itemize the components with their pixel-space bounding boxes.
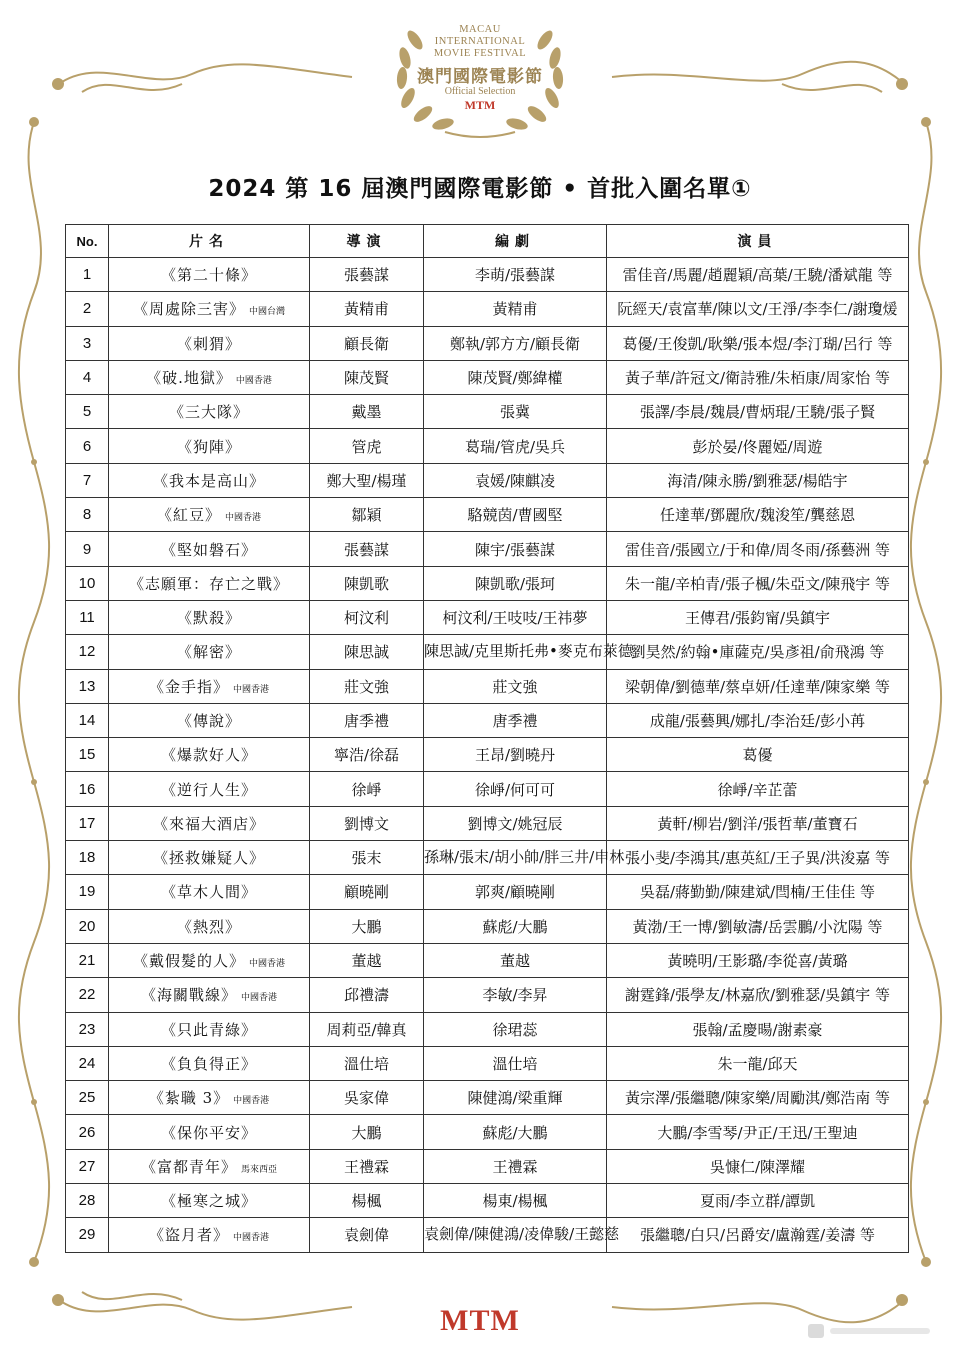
cell-cast: 葛優/王俊凱/耿樂/張本煜/李汀瑚/呂行 等: [607, 326, 909, 360]
cell-director: 吳家偉: [310, 1081, 424, 1115]
logo-line-official-selection: Official Selection: [444, 86, 516, 97]
table-row: [66, 1046, 909, 1080]
cell-title: [109, 841, 310, 875]
cell-no: 7: [66, 463, 109, 497]
cell-cast: 黃宗澤/張繼聰/陳家樂/周勵淇/鄭浩南 等: [607, 1081, 909, 1115]
cell-title: [109, 943, 310, 977]
cell-no: 13: [66, 669, 109, 703]
film-region: 中國香港: [233, 684, 270, 695]
cell-director: 唐季禮: [310, 703, 424, 737]
cell-writer: 徐崢/何可可: [424, 772, 607, 806]
cell-director: 邱禮濤: [310, 978, 424, 1012]
table-row: [66, 806, 909, 840]
film-title: 《只此青綠》: [160, 1020, 257, 1039]
film-title: 《來福大酒店》: [152, 814, 265, 833]
selection-table: [65, 224, 909, 1253]
cell-director: 王禮霖: [310, 1149, 424, 1183]
table-row: [66, 909, 909, 943]
cell-writer: 陳健鴻/梁重輝: [424, 1081, 607, 1115]
table-row: [66, 943, 909, 977]
cell-director: 陳凱歌: [310, 566, 424, 600]
film-title: 《保你平安》: [160, 1123, 257, 1142]
cell-director: 莊文強: [310, 669, 424, 703]
cell-writer: 柯汶利/王吱吱/王祎夢: [424, 600, 607, 634]
cell-title: [109, 806, 310, 840]
cell-writer: 駱競茵/曹國堅: [424, 498, 607, 532]
cell-cast: 雷佳音/馬麗/趙麗穎/高葉/王驍/潘斌龍 等: [607, 258, 909, 292]
table-row: [66, 1081, 909, 1115]
film-title: 《極寒之城》: [160, 1192, 257, 1211]
cell-writer: 葛瑞/管虎/吳兵: [424, 429, 607, 463]
cell-title: [109, 1218, 310, 1252]
cell-writer: 袁媛/陳麒凌: [424, 463, 607, 497]
table-row: [66, 463, 909, 497]
cell-title: [109, 978, 310, 1012]
film-region: 馬來西亞: [241, 1164, 278, 1175]
cell-no: 21: [66, 943, 109, 977]
table-row: [66, 635, 909, 669]
table-row: [66, 978, 909, 1012]
film-title: 《第二十條》: [160, 266, 257, 285]
watermark-icon: [808, 1322, 938, 1340]
cell-director: 顧長衛: [310, 326, 424, 360]
cell-director: 管虎: [310, 429, 424, 463]
cell-title: [109, 498, 310, 532]
cell-title: [109, 1012, 310, 1046]
cell-cast: 黃軒/柳岩/劉洋/張哲華/董寶石: [607, 806, 909, 840]
festival-logo: [385, 10, 575, 142]
cell-director: 黃精甫: [310, 292, 424, 326]
cell-writer: 徐珺蕊: [424, 1012, 607, 1046]
table-row: [66, 841, 909, 875]
film-title: 《我本是高山》: [152, 471, 265, 490]
cell-no: 1: [66, 258, 109, 292]
cell-no: 6: [66, 429, 109, 463]
table-body: [66, 258, 909, 1253]
cell-director: 張末: [310, 841, 424, 875]
cell-no: 28: [66, 1184, 109, 1218]
cell-writer: 莊文強: [424, 669, 607, 703]
cell-cast: 張翰/孟慶暘/謝素豪: [607, 1012, 909, 1046]
film-region: 中國香港: [233, 1096, 270, 1107]
cell-no: 11: [66, 600, 109, 634]
film-title: 《逆行人生》: [160, 780, 257, 799]
cell-title: [109, 909, 310, 943]
cell-director: 陳茂賢: [310, 360, 424, 394]
cell-no: 8: [66, 498, 109, 532]
film-title: 《破.地獄》: [146, 369, 232, 388]
cell-no: 16: [66, 772, 109, 806]
cell-no: 4: [66, 360, 109, 394]
film-title: 《海關戰線》: [140, 986, 237, 1005]
cell-writer: 郭爽/顧曉剛: [424, 875, 607, 909]
film-region: 中國香港: [233, 1233, 270, 1244]
cell-title: [109, 1115, 310, 1149]
film-region: 中國香港: [241, 993, 278, 1004]
cell-cast: 黃渤/王一博/劉敏濤/岳雲鵬/小沈陽 等: [607, 909, 909, 943]
cell-director: 陳思誠: [310, 635, 424, 669]
cell-no: 2: [66, 292, 109, 326]
cell-writer: 李敏/李昇: [424, 978, 607, 1012]
cell-cast: 海清/陳永勝/劉雅瑟/楊皓宇: [607, 463, 909, 497]
film-region: 中國香港: [235, 376, 272, 387]
header-title: 片名: [109, 225, 310, 258]
cell-no: 20: [66, 909, 109, 943]
cell-cast: 黃子華/許冠文/衛詩雅/朱栢康/周家怡 等: [607, 360, 909, 394]
film-title: 《熱烈》: [176, 917, 241, 936]
cell-director: 柯汶利: [310, 600, 424, 634]
cell-writer: 陳凱歌/張珂: [424, 566, 607, 600]
cell-writer: 王禮霖: [424, 1149, 607, 1183]
table-row: [66, 1218, 909, 1252]
film-title: 《金手指》: [148, 677, 229, 696]
film-title: 《解密》: [176, 643, 241, 662]
cell-title: [109, 566, 310, 600]
table-row: [66, 566, 909, 600]
cell-writer: 王昂/劉曉丹: [424, 738, 607, 772]
table-row: [66, 292, 909, 326]
cell-no: 3: [66, 326, 109, 360]
cell-no: 10: [66, 566, 109, 600]
cell-title: [109, 360, 310, 394]
cell-title: [109, 395, 310, 429]
cell-writer: 董越: [424, 943, 607, 977]
logo-line-movie-festival: MOVIE FESTIVAL: [433, 48, 527, 59]
cell-cast: 謝霆鋒/張學友/林嘉欣/劉雅瑟/吳鎮宇 等: [607, 978, 909, 1012]
film-title: 《紮職 3》: [148, 1089, 230, 1108]
cell-title: [109, 738, 310, 772]
cell-no: 18: [66, 841, 109, 875]
cell-director: 戴墨: [310, 395, 424, 429]
film-title: 《草木人間》: [160, 883, 257, 902]
cell-no: 25: [66, 1081, 109, 1115]
cell-writer: 蘇彪/大鵬: [424, 909, 607, 943]
cell-title: [109, 875, 310, 909]
table-row: [66, 1115, 909, 1149]
cell-title: [109, 772, 310, 806]
film-title: 《默殺》: [176, 609, 241, 628]
table-row: [66, 703, 909, 737]
cell-cast: 成龍/張藝興/娜扎/李治廷/彭小苒: [607, 703, 909, 737]
cell-cast: 大鵬/李雪琴/尹正/王迅/王聖迪: [607, 1115, 909, 1149]
cell-director: 徐崢: [310, 772, 424, 806]
cell-no: 12: [66, 635, 109, 669]
table-row: [66, 360, 909, 394]
cell-no: 5: [66, 395, 109, 429]
cell-title: [109, 463, 310, 497]
cell-cast: 張小斐/李鴻其/惠英紅/王子異/洪浚嘉 等: [607, 841, 909, 875]
cell-cast: 王傳君/張鈞甯/吳鎮宇: [607, 600, 909, 634]
logo-line-chinese: 澳門國際電影節: [417, 67, 543, 87]
cell-cast: 任達華/鄧麗欣/魏浚笙/龔慈恩: [607, 498, 909, 532]
cell-title: [109, 292, 310, 326]
cell-writer: 楊東/楊楓: [424, 1184, 607, 1218]
cell-cast: 梁朝偉/劉德華/蔡卓妍/任達華/陳家樂 等: [607, 669, 909, 703]
cell-director: 張藝謀: [310, 532, 424, 566]
table-row: [66, 498, 909, 532]
table-row: [66, 258, 909, 292]
cell-title: [109, 635, 310, 669]
cell-no: 15: [66, 738, 109, 772]
cell-director: 大鵬: [310, 909, 424, 943]
cell-no: 23: [66, 1012, 109, 1046]
cell-director: 溫仕培: [310, 1046, 424, 1080]
cell-director: 周莉亞/韓真: [310, 1012, 424, 1046]
cell-cast: 劉昊然/約翰•庫薩克/吳彥祖/俞飛鴻 等: [607, 635, 909, 669]
table-row: [66, 429, 909, 463]
cell-title: [109, 1149, 310, 1183]
cell-cast: 朱一龍/辛柏青/張子楓/朱亞文/陳飛宇 等: [607, 566, 909, 600]
film-title: 《志願軍：存亡之戰》: [128, 574, 289, 593]
cell-no: 29: [66, 1218, 109, 1252]
cell-title: [109, 669, 310, 703]
cell-cast: 葛優: [607, 738, 909, 772]
cell-director: 楊楓: [310, 1184, 424, 1218]
cell-writer: 黃精甫: [424, 292, 607, 326]
cell-director: 張藝謀: [310, 258, 424, 292]
cell-director: 袁劍偉: [310, 1218, 424, 1252]
table-row: [66, 326, 909, 360]
cell-writer: 張冀: [424, 395, 607, 429]
cell-cast: 張繼聰/白只/呂爵安/盧瀚霆/姜濤 等: [607, 1218, 909, 1252]
cell-title: [109, 258, 310, 292]
film-title: 《拯救嫌疑人》: [152, 849, 265, 868]
cell-director: 顧曉剛: [310, 875, 424, 909]
cell-writer: 孫琳/張末/胡小帥/胖三井/申林: [424, 841, 607, 875]
cell-cast: 夏雨/李立群/譚凱: [607, 1184, 909, 1218]
cell-cast: 朱一龍/邱天: [607, 1046, 909, 1080]
film-title: 《紅豆》: [156, 506, 221, 525]
cell-writer: 鄭執/郭方方/顧長衛: [424, 326, 607, 360]
table-row: [66, 669, 909, 703]
cell-writer: 唐季禮: [424, 703, 607, 737]
cell-director: 鄭大聖/楊瑾: [310, 463, 424, 497]
film-title: 《刺猬》: [176, 334, 241, 353]
cell-director: 董越: [310, 943, 424, 977]
film-region: 中國香港: [225, 513, 262, 524]
cell-no: 19: [66, 875, 109, 909]
cell-writer: 袁劍偉/陳健鴻/凌偉駿/王懿慈: [424, 1218, 607, 1252]
cell-no: 26: [66, 1115, 109, 1149]
logo-line-international: INTERNATIONAL: [434, 36, 526, 47]
cell-cast: 彭於晏/佟麗婭/周遊: [607, 429, 909, 463]
cell-director: 劉博文: [310, 806, 424, 840]
cell-writer: 蘇彪/大鵬: [424, 1115, 607, 1149]
cell-title: [109, 703, 310, 737]
film-title: 《爆款好人》: [160, 746, 257, 765]
cell-cast: 徐崢/辛芷蕾: [607, 772, 909, 806]
table-row: [66, 875, 909, 909]
logo-line-macau: MACAU: [459, 24, 501, 35]
cell-director: 大鵬: [310, 1115, 424, 1149]
cell-writer: 陳宇/張藝謀: [424, 532, 607, 566]
cell-no: 9: [66, 532, 109, 566]
table-row: [66, 1012, 909, 1046]
table-row: [66, 600, 909, 634]
table-row: [66, 772, 909, 806]
cell-title: [109, 600, 310, 634]
page-title: 2024 第 16 屆澳門國際電影節 • 首批入圍名單①: [208, 176, 752, 202]
footer-logo: MTM: [440, 1304, 520, 1337]
header-writer: 編劇: [424, 225, 607, 258]
logo-line-mtm: MTM: [464, 98, 496, 112]
film-title: 《狗陣》: [176, 437, 241, 456]
film-region: 中國台灣: [249, 307, 286, 318]
cell-no: 14: [66, 703, 109, 737]
cell-title: [109, 1046, 310, 1080]
table-row: [66, 1149, 909, 1183]
film-title: 《富都青年》: [140, 1157, 237, 1176]
film-title: 《堅如磐石》: [160, 540, 257, 559]
cell-cast: 阮經天/袁富華/陳以文/王淨/李李仁/謝瓊煖: [607, 292, 909, 326]
cell-no: 22: [66, 978, 109, 1012]
table-row: [66, 532, 909, 566]
cell-writer: 劉博文/姚冠辰: [424, 806, 607, 840]
cell-cast: 雷佳音/張國立/于和偉/周冬雨/孫藝洲 等: [607, 532, 909, 566]
cell-title: [109, 429, 310, 463]
header-no: No.: [66, 225, 109, 258]
cell-title: [109, 326, 310, 360]
cell-no: 17: [66, 806, 109, 840]
header-director: 導演: [310, 225, 424, 258]
film-title: 《盜月者》: [148, 1226, 229, 1245]
film-title: 《傳說》: [176, 712, 241, 730]
cell-writer: 陳茂賢/鄭緯權: [424, 360, 607, 394]
table-row: [66, 738, 909, 772]
table-header-row: [66, 225, 909, 258]
cell-no: 27: [66, 1149, 109, 1183]
cell-cast: 張譯/李晨/魏晨/曹炳琨/王驍/張子賢: [607, 395, 909, 429]
cell-writer: 溫仕培: [424, 1046, 607, 1080]
table-row: [66, 1184, 909, 1218]
table-row: [66, 395, 909, 429]
cell-cast: 吳慷仁/陳澤耀: [607, 1149, 909, 1183]
film-title: 《戴假髮的人》: [132, 952, 245, 971]
cell-director: 鄒穎: [310, 498, 424, 532]
cell-director: 寧浩/徐磊: [310, 738, 424, 772]
film-title: 《三大隊》: [168, 403, 249, 422]
cell-title: [109, 532, 310, 566]
cell-title: [109, 1184, 310, 1218]
film-title: 《負負得正》: [160, 1054, 257, 1073]
cell-cast: 吳磊/蔣勤勤/陳建斌/閆楠/王佳佳 等: [607, 875, 909, 909]
cell-no: 24: [66, 1046, 109, 1080]
cell-title: [109, 1081, 310, 1115]
cell-writer: 李萌/張藝謀: [424, 258, 607, 292]
header-cast: 演員: [607, 225, 909, 258]
film-title: 《周處除三害》: [132, 300, 245, 319]
cell-writer: 陳思誠/克里斯托弗•麥克布萊德: [424, 635, 607, 669]
film-region: 中國香港: [249, 959, 286, 970]
cell-cast: 黃曉明/王影璐/李從喜/黃璐: [607, 943, 909, 977]
